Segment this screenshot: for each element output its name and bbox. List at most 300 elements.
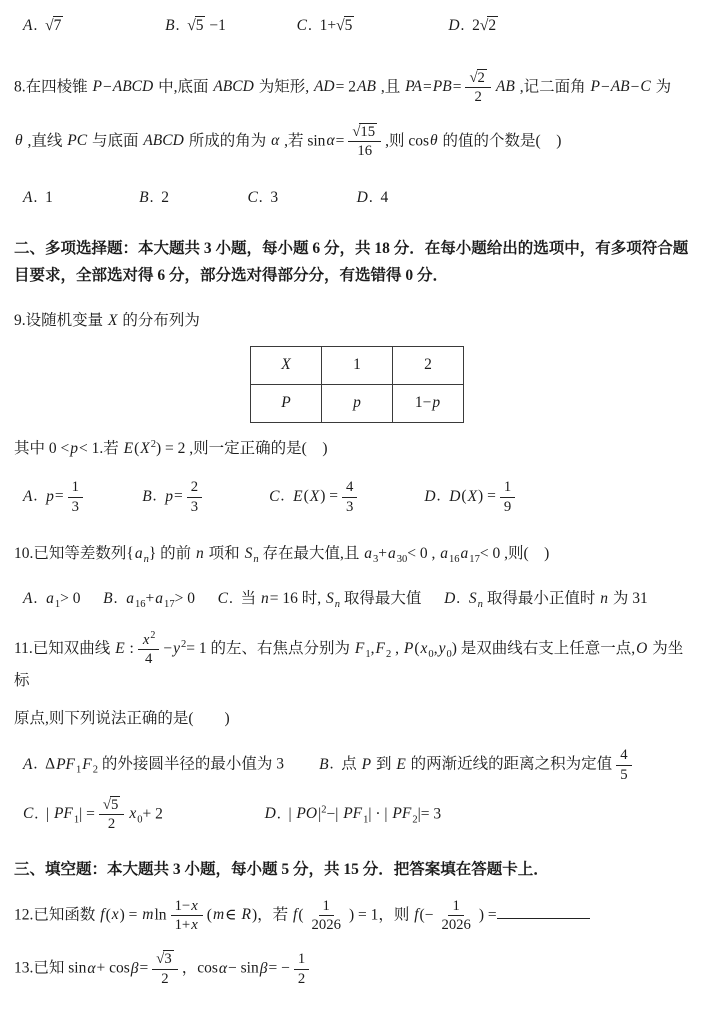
math-var: A <box>23 487 33 505</box>
text-run: 的外接圆半径的最小值为 3 <box>98 755 285 773</box>
text-run: ∈ <box>225 905 241 923</box>
text-run: ( <box>303 487 309 505</box>
math-var: y <box>173 639 181 657</box>
text-run: = 1 的左、右焦点分别为 <box>186 639 354 657</box>
text-run: . <box>33 487 46 505</box>
math-var: a <box>440 544 449 562</box>
radical-sign-icon: √ <box>336 17 344 34</box>
radicand: 5 <box>110 796 119 813</box>
text-run: 1 <box>503 479 512 496</box>
math-var: E <box>396 755 406 773</box>
subscript: 2 <box>92 764 98 776</box>
table-cell <box>393 385 464 423</box>
math-var: x <box>191 897 198 914</box>
q8-line1 <box>14 69 690 107</box>
section2-header <box>14 235 690 289</box>
radical-sign-icon: √ <box>102 796 110 813</box>
text-run: . <box>113 589 126 607</box>
text-run: . 3 <box>258 189 279 207</box>
text-run: 9 <box>503 498 512 515</box>
text-run: . 1 <box>33 189 53 207</box>
math-var: AB <box>357 78 376 96</box>
q12 <box>14 897 690 935</box>
math-var: A <box>23 755 33 773</box>
math-var: x <box>129 805 137 823</box>
text-run: > 0 <box>60 589 81 607</box>
q11-line1 <box>14 630 690 693</box>
fraction-denominator <box>171 916 203 934</box>
subscript: 1 <box>76 764 82 776</box>
subscript: n <box>253 554 259 566</box>
fraction-numerator <box>500 478 515 497</box>
text-run: 10.已知等差数列{ <box>14 544 134 562</box>
text-run: 11.已知双曲线 <box>14 639 115 657</box>
fraction-numerator <box>319 897 334 916</box>
text-run: ,若 sin <box>280 132 326 150</box>
table-cell <box>251 385 322 423</box>
math-var: PF <box>56 755 75 773</box>
sqrt-radical <box>103 796 120 813</box>
math-var: C <box>23 805 34 823</box>
text-run: 2026 <box>311 916 341 933</box>
table-cell <box>322 347 393 385</box>
text-run: 1 <box>452 897 460 914</box>
text-run: = 2 <box>335 78 356 96</box>
math-var: X <box>140 440 150 458</box>
fraction-numerator <box>448 897 463 916</box>
text-run: < 1.若 <box>79 440 123 458</box>
text-run: ，cos <box>181 959 218 977</box>
text-run: + <box>378 544 387 562</box>
fraction-denominator <box>500 498 515 516</box>
math-var: a <box>387 544 396 562</box>
fraction <box>465 69 490 107</box>
math-var: f <box>414 905 419 923</box>
answer-blank <box>497 903 590 919</box>
text-run: ( <box>206 905 212 923</box>
text-run: ( <box>461 487 467 505</box>
text-run: = <box>423 78 432 96</box>
text-run: < 0 ,则( ) <box>479 544 550 562</box>
text-run: 2 <box>190 479 199 496</box>
text-run: 为 31 <box>608 589 648 607</box>
math-var: F <box>82 755 92 773</box>
q10-intro <box>14 542 690 569</box>
math-var: p <box>165 487 174 505</box>
fraction-numerator <box>152 950 177 969</box>
fraction-numerator <box>616 746 631 765</box>
math-var: β <box>130 959 139 977</box>
sqrt-radical <box>469 69 486 86</box>
text-run: |= 3 <box>417 805 442 823</box>
sqrt-radical <box>187 16 205 34</box>
math-var: p <box>70 440 78 458</box>
math-var: D <box>444 589 456 607</box>
fraction-denominator <box>616 766 631 784</box>
text-run: 存在最大值,且 <box>258 544 364 562</box>
text-run: + cos <box>96 959 130 977</box>
math-var: AD <box>313 78 335 96</box>
q9-table <box>250 346 464 423</box>
math-var: a <box>46 589 54 607</box>
fraction <box>616 746 631 784</box>
text-run: 8.在四棱锥 <box>14 78 92 96</box>
math-var: PC <box>67 132 88 150</box>
superscript: 2 <box>181 638 187 650</box>
text-run: 5 <box>620 766 628 783</box>
text-run: 2 <box>161 970 169 987</box>
radical-sign-icon: √ <box>45 17 53 34</box>
math-var: E <box>293 487 303 505</box>
text-run: 原点,则下列说法正确的是( ) <box>14 710 230 728</box>
fraction <box>348 123 381 161</box>
fraction <box>138 630 160 669</box>
math-var: α <box>87 959 96 977</box>
fraction <box>342 478 357 516</box>
text-run: 1 <box>297 951 306 968</box>
table-row <box>251 385 464 423</box>
table-row <box>251 347 464 385</box>
text-run: 1 <box>353 356 361 374</box>
superscript: 2 <box>321 804 327 816</box>
text-run: 1− <box>414 394 432 412</box>
text-run: + 2 <box>142 805 163 823</box>
math-var: α <box>271 132 280 150</box>
radicand: 2 <box>477 69 485 86</box>
text-run: , <box>433 639 438 657</box>
subscript: 30 <box>396 554 408 566</box>
text-run: . 4 <box>368 189 389 207</box>
math-var: m <box>212 905 225 923</box>
text-run: −| <box>326 805 343 823</box>
text-run: . Δ <box>33 755 56 773</box>
text-run: 三、填空题：本大题共 3 小题，每小题 5 分，共 15 分．把答案填在答题卡上． <box>14 860 549 878</box>
text-run: : <box>125 639 134 657</box>
text-run: ) = <box>119 905 142 923</box>
text-run: 取得最小正值时 <box>482 589 600 607</box>
math-var: C <box>296 17 307 34</box>
text-run: 13.已知 sin <box>14 959 87 977</box>
fraction-numerator <box>294 950 309 969</box>
text-run: 1− <box>174 897 191 914</box>
math-var: a <box>126 589 135 607</box>
text-run: 为 <box>651 78 672 96</box>
text-run: | <box>318 805 322 823</box>
math-var: E <box>123 440 134 458</box>
math-var: PB <box>432 78 452 96</box>
text-run: . | <box>276 805 296 823</box>
text-run: . 1+ <box>307 17 337 34</box>
section3-header <box>14 858 690 883</box>
text-run: 1 <box>322 897 330 914</box>
radical-sign-icon: √ <box>479 17 488 34</box>
fraction <box>187 478 202 516</box>
text-run: 其中 0 < <box>14 440 70 458</box>
math-var: D <box>264 805 276 823</box>
text-run: 3 <box>190 498 199 515</box>
text-run: . <box>152 487 165 505</box>
text-run: = 16 时, <box>269 589 325 607</box>
text-run: . <box>456 589 468 607</box>
math-var: β <box>259 959 268 977</box>
math-var: n <box>261 589 269 607</box>
text-run: . <box>280 487 293 505</box>
math-var: AB <box>495 78 515 96</box>
fraction-denominator <box>187 498 202 516</box>
text-run: 的值的个数是( ) <box>438 132 562 150</box>
math-var: a <box>134 544 143 562</box>
sqrt-radical <box>156 950 173 967</box>
text-run: , <box>391 639 403 657</box>
text-run: 2 <box>474 89 482 106</box>
fraction-numerator <box>348 123 381 142</box>
q7-options <box>14 14 690 39</box>
text-run: ,直线 <box>23 132 67 150</box>
math-var: x <box>420 639 428 657</box>
fraction-numerator <box>465 69 490 88</box>
table-cell <box>393 347 464 385</box>
text-run: ,记二面角 <box>515 78 590 96</box>
math-var: a <box>364 544 372 562</box>
text-run: − <box>163 639 173 657</box>
text-run: 3 <box>71 498 79 515</box>
subscript: 1 <box>363 814 369 826</box>
math-var: A <box>23 189 33 207</box>
sqrt-radical <box>352 123 377 140</box>
text-run: ( <box>414 639 420 657</box>
subscript: 0 <box>446 648 452 660</box>
text-run: < 0 , <box>407 544 440 562</box>
math-var: B <box>142 487 152 505</box>
text-run: . <box>436 487 449 505</box>
fraction-denominator <box>437 916 474 934</box>
text-run: 2 <box>297 970 306 987</box>
fraction <box>500 478 515 516</box>
text-run: 的两渐近线的距离之积为定值 <box>406 755 613 773</box>
math-var: θ <box>15 132 23 150</box>
math-var: f <box>293 905 298 923</box>
text-run: 3 <box>346 498 354 515</box>
fraction-numerator <box>187 478 202 497</box>
radicand: 15 <box>360 123 376 140</box>
math-var: X <box>467 487 478 505</box>
sqrt-radical <box>336 16 354 34</box>
math-var: PO <box>296 805 318 823</box>
fraction <box>99 796 124 834</box>
q9-condition <box>14 437 690 462</box>
math-var: x <box>142 631 150 648</box>
math-var: a <box>460 544 469 562</box>
text-run: | = <box>79 805 95 823</box>
text-run: + <box>145 589 155 607</box>
math-var: A <box>23 589 33 607</box>
text-run: 到 <box>372 755 396 773</box>
math-var: PA <box>405 78 423 96</box>
math-var: C <box>640 78 651 96</box>
text-run: = <box>452 78 462 96</box>
math-var: p <box>432 394 441 412</box>
text-run: . 当 <box>228 589 260 607</box>
text-run: . <box>175 17 188 34</box>
math-var: S <box>244 544 253 562</box>
text-run: 1 <box>71 479 79 496</box>
radicand: 2 <box>488 17 497 34</box>
math-var: B <box>319 755 329 773</box>
subscript: 0 <box>428 648 434 660</box>
q8-options <box>14 186 690 211</box>
text-run: 取得最大值 <box>340 589 422 607</box>
subscript: 16 <box>135 599 146 610</box>
q8-line2 <box>14 123 690 161</box>
text-run: 4 <box>346 479 354 496</box>
text-run: > 0 <box>174 589 195 607</box>
subscript: 17 <box>469 554 480 566</box>
text-run: 1+ <box>174 916 191 933</box>
fraction <box>152 950 177 988</box>
math-var: B <box>165 17 175 34</box>
math-var: S <box>326 589 334 607</box>
math-var: x <box>111 905 119 923</box>
math-var: n <box>196 544 204 562</box>
math-var: p <box>46 487 54 505</box>
subscript: 0 <box>137 814 143 826</box>
text-run: ,且 <box>376 78 405 96</box>
q11-options-ab <box>14 746 690 784</box>
text-run: = <box>139 959 149 977</box>
math-var: D <box>424 487 436 505</box>
text-run: 项和 <box>204 544 244 562</box>
radicand: 5 <box>195 17 204 34</box>
subscript: n <box>143 554 149 566</box>
fraction <box>437 897 474 935</box>
q11-line2 <box>14 707 690 732</box>
text-run: . 2 <box>460 17 480 34</box>
text-run: 9.设随机变量 <box>14 312 108 330</box>
q13 <box>14 950 690 988</box>
subscript: 2 <box>412 814 418 826</box>
text-run: −1 <box>205 17 226 34</box>
text-run: , <box>370 639 375 657</box>
text-run: | · | <box>368 805 392 823</box>
q10-options <box>14 587 690 614</box>
fraction-denominator <box>141 650 156 668</box>
text-run: . 2 <box>149 189 169 207</box>
fraction-numerator <box>138 630 160 650</box>
math-var: X <box>281 356 291 374</box>
text-run: − <box>600 78 610 96</box>
math-var: PF <box>343 805 363 823</box>
text-run: ,则 cos <box>385 132 430 150</box>
fraction <box>294 950 309 988</box>
fraction-numerator <box>99 796 124 815</box>
text-run: 为坐标 <box>14 639 684 689</box>
sqrt-radical <box>480 16 498 34</box>
fraction-denominator <box>353 142 376 160</box>
text-run: ) = <box>320 487 339 505</box>
math-var: a <box>155 589 164 607</box>
math-var: ABCD <box>143 132 184 150</box>
fraction-denominator <box>104 815 119 833</box>
text-run: 4 <box>144 651 153 668</box>
text-run: ) = 1，则 <box>348 905 414 923</box>
table-cell <box>322 385 393 423</box>
math-var: m <box>142 905 154 923</box>
text-run: 4 <box>620 747 628 764</box>
text-run: ( <box>134 440 140 458</box>
fraction <box>308 897 345 935</box>
text-run: ) = <box>478 905 497 923</box>
math-var: C <box>247 189 258 207</box>
radicand: 3 <box>164 951 172 968</box>
text-run: 2 <box>107 816 116 833</box>
text-run: 12.已知函数 <box>14 905 100 923</box>
fraction-denominator <box>157 970 172 988</box>
math-var: P <box>590 78 600 96</box>
math-var: ABCD <box>213 78 254 96</box>
text-run: = <box>335 132 345 150</box>
text-run: ( <box>105 905 111 923</box>
text-run: . 点 <box>329 755 361 773</box>
subscript: 3 <box>372 554 379 566</box>
fraction-numerator <box>171 897 203 916</box>
text-run: . <box>33 589 46 607</box>
subscript: 1 <box>365 648 371 660</box>
math-var: α <box>326 132 335 150</box>
math-var: PF <box>53 805 73 823</box>
subscript: 16 <box>449 554 460 566</box>
subscript: n <box>477 599 483 610</box>
fraction-denominator <box>308 916 345 934</box>
math-var: θ <box>430 132 438 150</box>
math-var: C <box>217 589 228 607</box>
q11-options-cd <box>14 796 690 834</box>
text-run: . | <box>34 805 53 823</box>
math-var: D <box>356 189 368 207</box>
math-var: X <box>108 312 118 330</box>
sqrt-radical <box>45 16 63 34</box>
math-var: X <box>309 487 320 505</box>
math-var: E <box>115 639 125 657</box>
text-run: − sin <box>228 959 259 977</box>
text-run: = <box>174 487 183 505</box>
fraction-denominator <box>471 88 486 106</box>
text-run: 与底面 <box>88 132 143 150</box>
subscript: 1 <box>54 599 61 610</box>
text-run: = <box>54 487 64 505</box>
fraction-denominator <box>294 970 309 988</box>
subscript: 1 <box>73 814 80 826</box>
text-run: 中,底面 <box>154 78 213 96</box>
superscript: 2 <box>150 629 156 641</box>
text-run: ) 是双曲线右支上任意一点, <box>451 639 636 657</box>
text-run: 所成的角为 <box>184 132 271 150</box>
math-var: p <box>353 394 361 412</box>
table-cell <box>251 347 322 385</box>
text-run: ) = 2 ,则一定正确的是( ) <box>156 440 328 458</box>
radical-sign-icon: √ <box>187 17 195 34</box>
math-var: S <box>468 589 477 607</box>
text-run: 二、多项选择题：本大题共 3 小题，每小题 6 分，共 18 分．在每小题给出的选项中，有多项符合题目要求，全部选对得 6 分，部分选对得部分分，有选错得 0 分． <box>14 240 689 285</box>
math-var: D <box>448 17 460 34</box>
math-var: α <box>218 959 227 977</box>
math-var: x <box>191 916 198 933</box>
math-var: P <box>403 639 414 657</box>
fraction-numerator <box>342 478 357 497</box>
math-var: F <box>354 639 365 657</box>
math-var: C <box>269 487 280 505</box>
math-var: F <box>375 639 385 657</box>
fraction <box>68 478 83 516</box>
